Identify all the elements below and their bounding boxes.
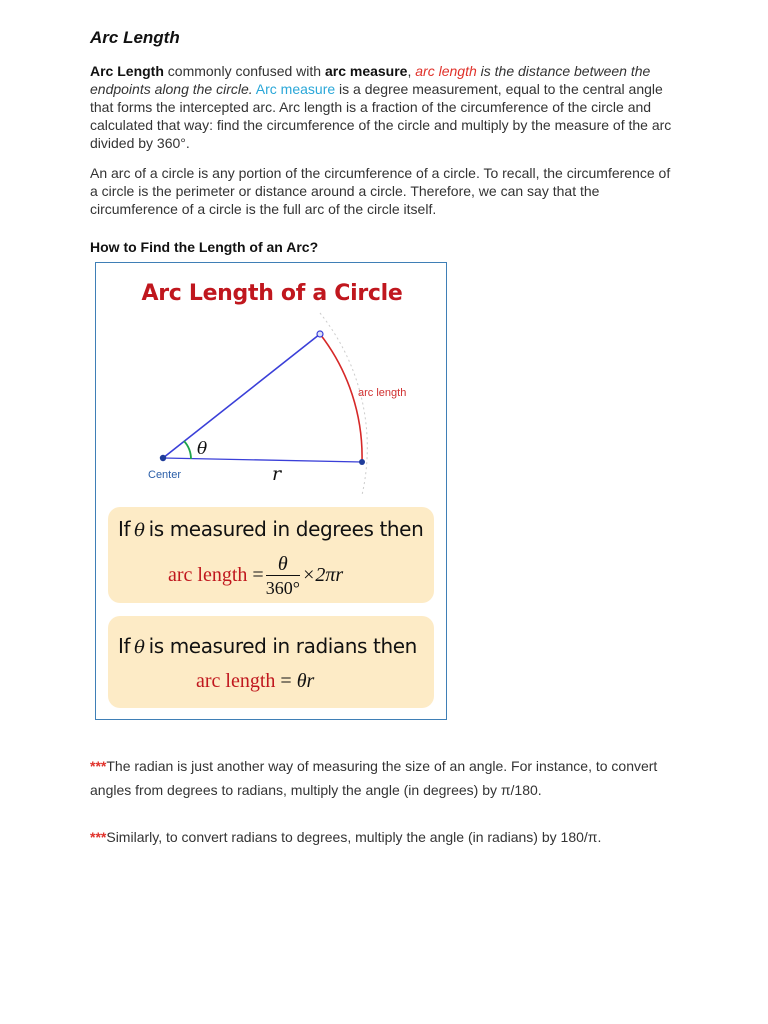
arc-end-point-lower [359, 459, 365, 465]
radians-formula [196, 670, 314, 693]
formula-lhs: arc length [168, 564, 248, 587]
page-title: Arc Length [90, 28, 180, 47]
note-text: The radian is just another way of measuring the size of an angle. For instance, to convert angles from degrees to radians, multiply the angle (in degrees) by π/180. [90, 758, 658, 798]
text-span-italic: is the distance between the endpoints along the circle. [90, 63, 651, 97]
text-span: is measured in radians then [148, 634, 417, 658]
degrees-formula-box [108, 507, 434, 603]
note-stars: *** [90, 758, 107, 774]
degrees-heading [118, 517, 423, 541]
formula-rhs: ×2πr [301, 564, 344, 587]
text-span: If [118, 634, 131, 658]
formula-equals: = [275, 670, 297, 692]
highlight-arc-measure: Arc measure [255, 81, 336, 97]
radians-formula-box [108, 616, 434, 708]
term-arc-length: Arc Length [90, 63, 164, 79]
section-heading: How to Find the Length of an Arc? [90, 239, 319, 255]
radius-label: r [272, 463, 282, 485]
term-arc-measure: arc measure [324, 63, 408, 79]
radian-note [90, 754, 690, 802]
radians-heading [118, 634, 417, 658]
radius-line-lower [163, 458, 362, 462]
fraction-denominator: 360° [265, 578, 300, 598]
text-span: If [118, 517, 131, 541]
radius-line-upper [163, 334, 320, 458]
formula-lhs: arc length [196, 670, 276, 692]
note-text: Similarly, to convert radians to degrees, multiply the angle (in radians) by 180/π. [106, 829, 602, 845]
degrees-formula [168, 553, 343, 600]
text-span: is a degree measurement, equal to the central angle that forms the intercepted arc. Arc length is a fraction of the circumference of the circle and calculated that way: find the circumference of the circle and multiply by the measure of the arc divided by 360°. [90, 81, 672, 151]
arc-length-label: arc length [358, 387, 407, 399]
arc-end-point-upper [317, 331, 323, 337]
arc-length-definition [90, 62, 680, 152]
text-span: is measured in degrees then [148, 517, 424, 541]
center-point [160, 455, 166, 461]
text-span: , [407, 63, 416, 79]
center-label: Center [148, 469, 182, 481]
circle-extension-dashed [320, 313, 367, 495]
angle-arc [184, 441, 191, 459]
fraction-numerator: θ [266, 553, 300, 576]
formula-equals: = [247, 564, 264, 587]
formula-rhs: θr [296, 670, 315, 692]
theta-symbol: θ [134, 520, 145, 541]
note-stars: *** [90, 829, 107, 845]
arc-description: An arc of a circle is any portion of the circumference of a circle. To recall, the circumference of a circle is the perimeter or distance around a circle. Therefore, we can say that the circumference of a circle is the full arc of the circle itself. [90, 165, 671, 217]
highlight-arc-length: arc length [415, 63, 477, 79]
arc-curve [320, 334, 362, 462]
formula-fraction [266, 553, 300, 600]
angle-label: θ [197, 439, 208, 459]
arc-length-figure [95, 262, 447, 720]
figure-title: Arc Length of a Circle [141, 281, 403, 306]
theta-symbol: θ [134, 637, 145, 658]
conversion-note [90, 825, 690, 849]
text-span: commonly confused with [163, 63, 325, 79]
